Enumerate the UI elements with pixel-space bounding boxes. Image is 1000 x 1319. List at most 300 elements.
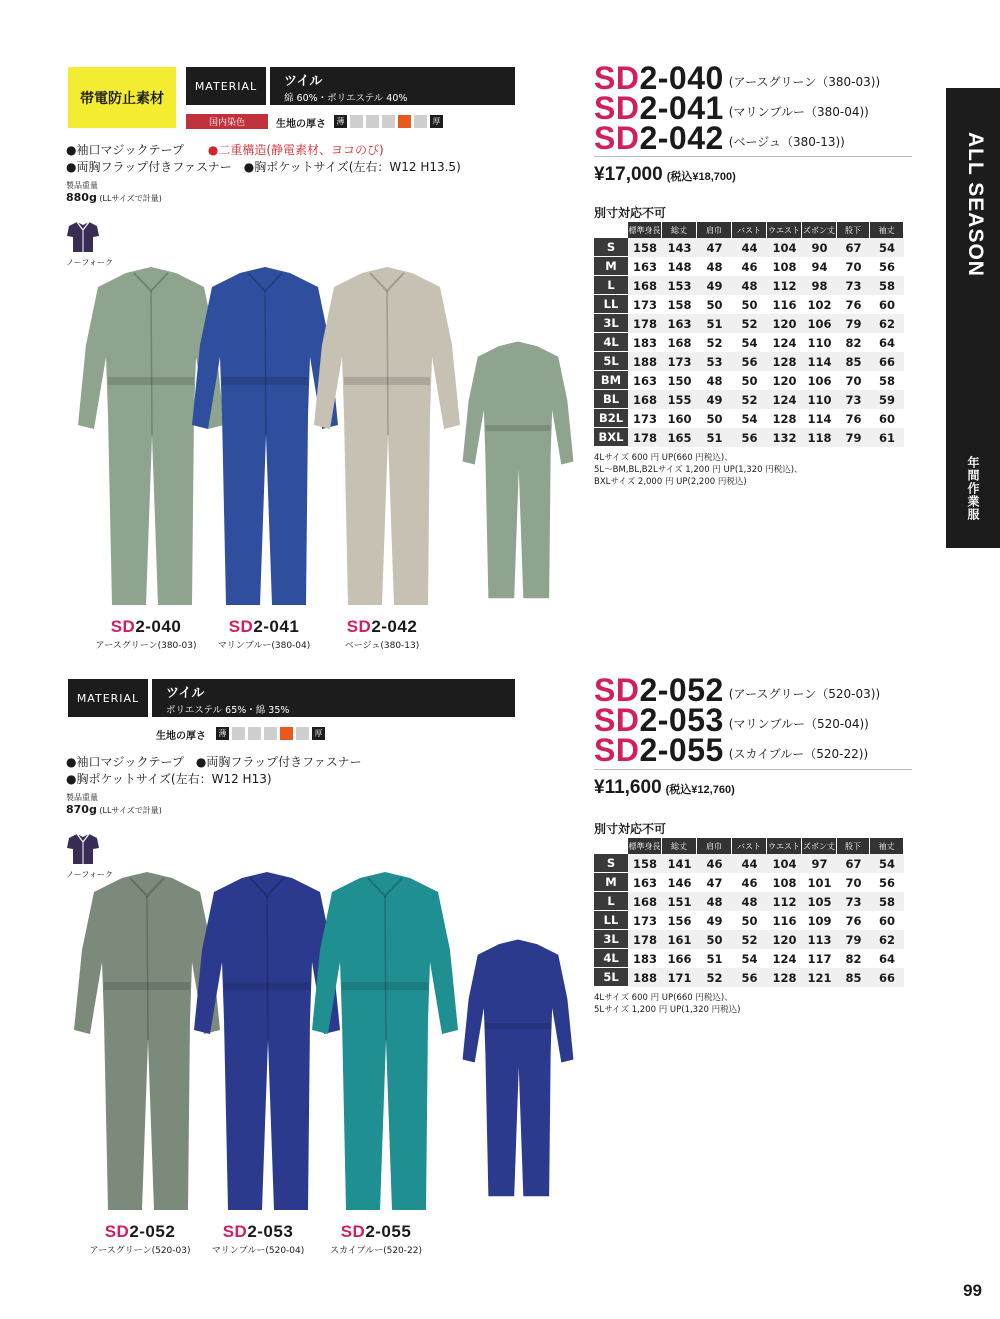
page-number: 99 [963, 1281, 982, 1300]
product-prefix: SD [594, 672, 640, 708]
size-cell: 5L [594, 352, 628, 371]
table-header: 総丈 [662, 838, 697, 854]
table-cell: 106 [807, 373, 832, 388]
size-cell: L [594, 892, 628, 911]
table-row [594, 911, 904, 930]
table-cell: 48 [697, 892, 732, 911]
surcharge-note: 5L～BM,BL,B2Lサイズ 1,200 円 UP(1,320 円税込)、 [594, 465, 803, 475]
table-cell: 98 [802, 276, 837, 295]
table-header: バスト [732, 222, 767, 238]
table-cell: 114 [802, 352, 837, 371]
product-number: 2-040 [639, 60, 724, 96]
table-cell: 163 [632, 875, 657, 890]
table-cell: 106 [802, 314, 837, 333]
divider [594, 156, 912, 157]
table-row [594, 873, 904, 892]
table-cell: 178 [628, 428, 662, 447]
table-row [594, 968, 904, 987]
size-cell: BL [594, 390, 628, 409]
table-cell: 54 [741, 335, 758, 350]
table-cell: 188 [628, 352, 662, 371]
table-cell: 48 [732, 892, 767, 911]
table-cell: 60 [878, 913, 895, 928]
table-cell: 97 [802, 854, 837, 873]
table-cell: 56 [878, 875, 895, 890]
table-cell: 70 [845, 259, 862, 274]
table-cell: 114 [807, 411, 832, 426]
size-surcharge-notes [594, 452, 803, 488]
product-weight [66, 180, 162, 205]
table-cell: 79 [837, 428, 870, 447]
table-cell: 50 [741, 373, 758, 388]
table-cell: 173 [632, 297, 657, 312]
table-row [594, 892, 904, 911]
model-label [86, 617, 206, 651]
table-cell: 46 [741, 875, 758, 890]
size-cell: BM [594, 371, 628, 390]
model-number: 2-052 [129, 1222, 176, 1241]
table-cell: 70 [845, 373, 862, 388]
model-prefix: SD [104, 1222, 130, 1241]
table-cell: 51 [697, 314, 732, 333]
feature-list [66, 754, 362, 788]
thickness-segment [382, 115, 395, 128]
table-cell: 82 [845, 335, 862, 350]
model-number: 2-055 [365, 1222, 412, 1241]
model-color: アースグリーン(380-03) [95, 641, 197, 651]
table-cell: 143 [662, 238, 697, 257]
table-cell: 48 [706, 259, 723, 274]
table-cell: 124 [767, 390, 802, 409]
material-composition: ポリエステル 65%・綿 35% [166, 705, 290, 716]
size-table [594, 838, 904, 987]
product-number: 2-053 [639, 702, 724, 738]
model-color: マリンブルー(520-04) [211, 1246, 305, 1256]
feature-item: ●胸ポケットサイズ(左右：W12 H13) [66, 772, 272, 786]
table-cell: 54 [870, 854, 904, 873]
product-number: 2-041 [639, 90, 724, 126]
table-cell: 58 [878, 373, 895, 388]
weight-label: 製品重量 [66, 793, 98, 802]
price [594, 164, 736, 186]
table-cell: 46 [741, 259, 758, 274]
thickness-segment [366, 115, 379, 128]
table-cell: 183 [632, 951, 657, 966]
feature-item: ●袖口マジックテープ [66, 143, 184, 157]
table-cell: 58 [870, 276, 904, 295]
table-cell: 51 [706, 951, 723, 966]
table-cell: 168 [628, 892, 662, 911]
table-cell: 79 [837, 314, 870, 333]
table-header: 股下 [837, 838, 870, 854]
table-cell: 168 [667, 335, 692, 350]
coverall-back-figure [458, 938, 578, 1200]
table-cell: 158 [667, 297, 692, 312]
table-cell: 61 [870, 428, 904, 447]
size-cell: BXL [594, 428, 628, 447]
product-weight [66, 792, 162, 817]
table-cell: 66 [870, 968, 904, 987]
table-header: 肩巾 [697, 222, 732, 238]
table-cell: 54 [741, 951, 758, 966]
material-name: ツイル [284, 74, 323, 89]
table-cell: 166 [667, 951, 692, 966]
table-cell: 124 [772, 335, 797, 350]
price-value: ¥17,000 [594, 164, 663, 185]
material-info [270, 67, 515, 105]
table-cell: 116 [772, 297, 797, 312]
table-cell: 104 [767, 854, 802, 873]
table-cell: 67 [837, 854, 870, 873]
product-prefix: SD [594, 732, 640, 768]
table-cell: 102 [807, 297, 832, 312]
table-cell: 128 [767, 352, 802, 371]
model-prefix: SD [110, 617, 136, 636]
product-code-line [594, 120, 845, 156]
table-cell: 160 [667, 411, 692, 426]
table-cell: 73 [837, 892, 870, 911]
table-cell: 49 [706, 913, 723, 928]
table-cell: 56 [732, 428, 767, 447]
category-side-tab [946, 88, 1000, 548]
surcharge-note: 4Lサイズ 600 円 UP(660 円税込)、 [594, 453, 733, 463]
product-number: 2-042 [639, 120, 724, 156]
product-code-line [594, 60, 881, 96]
table-cell: 112 [767, 276, 802, 295]
category-label: 年間作業服 [966, 456, 980, 521]
product-prefix: SD [594, 60, 640, 96]
table-cell: 155 [662, 390, 697, 409]
weight-label: 製品重量 [66, 181, 98, 190]
model-color: マリンブルー(380-04) [217, 641, 311, 651]
table-cell: 153 [662, 276, 697, 295]
model-label [80, 1222, 200, 1256]
table-cell: 151 [662, 892, 697, 911]
table-cell: 105 [802, 892, 837, 911]
table-cell: 79 [837, 930, 870, 949]
table-row [594, 409, 904, 428]
coverall-figure-sky-blue [310, 870, 460, 1215]
price-tax: (税込¥18,700) [666, 171, 736, 183]
table-cell: 82 [845, 951, 862, 966]
model-label [316, 1222, 436, 1256]
size-cell: 3L [594, 930, 628, 949]
table-cell: 110 [802, 390, 837, 409]
table-cell: 110 [807, 335, 832, 350]
table-cell: 112 [767, 892, 802, 911]
table-cell: 146 [667, 875, 692, 890]
weight-note: (LLサイズで計量) [99, 806, 162, 815]
thickness-segment [232, 727, 245, 740]
thickness-label: 生地の厚さ [156, 731, 206, 742]
table-cell: 165 [662, 428, 697, 447]
table-cell: 62 [870, 930, 904, 949]
model-color: アースグリーン(520-03) [89, 1246, 191, 1256]
table-cell: 52 [697, 968, 732, 987]
model-prefix: SD [340, 1222, 366, 1241]
thickness-segment [296, 727, 309, 740]
size-cell: B2L [594, 409, 628, 428]
model-prefix: SD [346, 617, 372, 636]
feature-item: ●胸ポケットサイズ(左右：W12 H13.5) [243, 160, 461, 174]
table-cell: 158 [628, 238, 662, 257]
table-cell: 50 [741, 913, 758, 928]
model-label [198, 1222, 318, 1256]
model-label [322, 617, 442, 651]
table-cell: 76 [845, 297, 862, 312]
table-cell: 156 [667, 913, 692, 928]
feature-item: ●二重構造(静電素材、ヨコのび) [207, 143, 384, 157]
thickness-segment [248, 727, 261, 740]
table-cell: 51 [697, 428, 732, 447]
size-cell: S [594, 238, 628, 257]
table-cell: 52 [732, 390, 767, 409]
thickness-segment [414, 115, 427, 128]
material-label: MATERIAL [186, 67, 268, 105]
product-number: 2-052 [639, 672, 724, 708]
table-cell: 178 [628, 314, 662, 333]
table-cell: 178 [628, 930, 662, 949]
material-info [152, 679, 515, 717]
coverall-back-figure [458, 340, 578, 602]
model-number: 2-042 [371, 617, 418, 636]
product-color-note: (マリンブルー（520-04)) [728, 717, 869, 731]
product-code-line [594, 672, 881, 708]
table-cell: 49 [697, 390, 732, 409]
product-prefix: SD [594, 702, 640, 738]
table-cell: 56 [878, 259, 895, 274]
table-cell: 171 [662, 968, 697, 987]
model-prefix: SD [228, 617, 254, 636]
table-cell: 48 [732, 276, 767, 295]
table-cell: 48 [706, 373, 723, 388]
feature-item: ●袖口マジックテープ ●両胸フラップ付きファスナー [66, 755, 362, 769]
table-row [594, 428, 904, 447]
table-cell: 173 [662, 352, 697, 371]
table-cell: 64 [878, 951, 895, 966]
table-row [594, 371, 904, 390]
size-cell: L [594, 276, 628, 295]
thickness-segment [350, 115, 363, 128]
size-cell: M [594, 873, 628, 892]
table-cell: 70 [845, 875, 862, 890]
size-surcharge-notes [594, 992, 740, 1016]
antistatic-badge: 帯電防止素材 [68, 67, 176, 128]
model-color: ベージュ(380-13) [344, 641, 420, 651]
model-number: 2-053 [247, 1222, 294, 1241]
table-cell: 183 [632, 335, 657, 350]
table-cell: 73 [837, 390, 870, 409]
table-cell: 76 [845, 913, 862, 928]
table-cell: 108 [772, 259, 797, 274]
table-cell: 47 [706, 875, 723, 890]
size-note-title: 別寸対応不可 [594, 822, 667, 836]
table-cell: 116 [772, 913, 797, 928]
table-cell: 76 [845, 411, 862, 426]
price-value: ¥11,600 [594, 777, 662, 798]
surcharge-note: BXLサイズ 2,000 円 UP(2,200 円税込) [594, 477, 747, 487]
table-cell: 163 [632, 373, 657, 388]
table-cell: 49 [697, 276, 732, 295]
product-prefix: SD [594, 90, 640, 126]
table-row [594, 930, 904, 949]
material-label: MATERIAL [68, 679, 150, 717]
table-cell: 66 [870, 352, 904, 371]
table-cell: 158 [628, 854, 662, 873]
divider [594, 769, 912, 770]
table-cell: 50 [706, 411, 723, 426]
model-number: 2-040 [135, 617, 182, 636]
size-table [594, 222, 904, 447]
table-cell: 168 [628, 276, 662, 295]
size-cell: 4L [594, 949, 628, 968]
table-cell: 67 [837, 238, 870, 257]
product-color-note: (ベージュ（380-13)) [728, 135, 845, 149]
table-cell: 128 [767, 968, 802, 987]
table-cell: 60 [878, 411, 895, 426]
table-header: 標準身長 [628, 838, 662, 854]
table-cell: 148 [667, 259, 692, 274]
table-header: バスト [732, 838, 767, 854]
coverall-figure-beige [312, 265, 462, 610]
thin-marker: 薄 [334, 115, 347, 128]
table-corner [594, 222, 628, 238]
table-cell: 85 [837, 352, 870, 371]
table-cell: 188 [628, 968, 662, 987]
thickness-segment [280, 727, 293, 740]
table-cell: 50 [697, 930, 732, 949]
table-cell: 54 [870, 238, 904, 257]
table-header: 袖丈 [870, 222, 904, 238]
table-cell: 53 [697, 352, 732, 371]
price-tax: (税込¥12,760) [665, 784, 735, 796]
product-color-note: (マリンブルー（380-04)) [728, 105, 869, 119]
table-cell: 54 [741, 411, 758, 426]
thick-marker: 厚 [430, 115, 443, 128]
table-header: ズボン丈 [802, 222, 837, 238]
table-cell: 120 [767, 930, 802, 949]
price [594, 777, 735, 799]
table-cell: 59 [870, 390, 904, 409]
table-header: 股下 [837, 222, 870, 238]
feature-item: ●両胸フラップ付きファスナー [66, 160, 232, 174]
table-row [594, 854, 904, 873]
table-row [594, 352, 904, 371]
table-cell: 56 [732, 352, 767, 371]
thin-marker: 薄 [216, 727, 229, 740]
table-cell: 101 [807, 875, 832, 890]
table-row [594, 949, 904, 968]
table-cell: 62 [870, 314, 904, 333]
size-cell: LL [594, 295, 628, 314]
table-cell: 52 [732, 930, 767, 949]
size-cell: 5L [594, 968, 628, 987]
table-row [594, 238, 904, 257]
table-cell: 120 [767, 314, 802, 333]
size-cell: 3L [594, 314, 628, 333]
table-cell: 132 [767, 428, 802, 447]
thickness-segment [398, 115, 411, 128]
table-cell: 113 [802, 930, 837, 949]
table-cell: 118 [802, 428, 837, 447]
table-cell: 120 [772, 373, 797, 388]
product-color-note: (スカイブルー（520-22)) [728, 747, 869, 761]
surcharge-note: 4Lサイズ 600 円 UP(660 円税込)、 [594, 993, 733, 1003]
model-label [204, 617, 324, 651]
table-cell: 161 [662, 930, 697, 949]
table-header: 袖丈 [870, 838, 904, 854]
thickness-segment [264, 727, 277, 740]
product-code-line [594, 702, 869, 738]
table-cell: 173 [632, 913, 657, 928]
table-cell: 108 [772, 875, 797, 890]
table-cell: 141 [662, 854, 697, 873]
table-cell: 117 [807, 951, 832, 966]
table-cell: 124 [772, 951, 797, 966]
table-row [594, 276, 904, 295]
weight-value: 880g [66, 191, 97, 204]
model-color: スカイブルー(520-22) [329, 1246, 422, 1256]
thickness-label: 生地の厚さ [276, 119, 326, 130]
season-label: ALL SEASON [964, 132, 987, 277]
product-color-note: (アースグリーン（380-03)) [728, 75, 881, 89]
table-cell: 168 [628, 390, 662, 409]
table-cell: 85 [837, 968, 870, 987]
model-prefix: SD [222, 1222, 248, 1241]
table-row [594, 333, 904, 352]
table-cell: 94 [811, 259, 828, 274]
product-color-note: (アースグリーン（520-03)) [728, 687, 881, 701]
table-header: 肩巾 [697, 838, 732, 854]
table-cell: 50 [741, 297, 758, 312]
table-header: ズボン丈 [802, 838, 837, 854]
table-cell: 56 [732, 968, 767, 987]
norfolk-pictogram-icon [66, 832, 100, 866]
pictogram-caption: ノーフォーク [66, 870, 113, 879]
product-code-line [594, 732, 869, 768]
table-header: 総丈 [662, 222, 697, 238]
weight-note: (LLサイズで計量) [99, 194, 162, 203]
table-cell: 60 [878, 297, 895, 312]
table-cell: 109 [807, 913, 832, 928]
table-cell: 150 [667, 373, 692, 388]
product-prefix: SD [594, 120, 640, 156]
product-number: 2-055 [639, 732, 724, 768]
table-cell: 173 [632, 411, 657, 426]
table-row [594, 390, 904, 409]
table-cell: 50 [706, 297, 723, 312]
table-cell: 121 [802, 968, 837, 987]
material-composition: 綿 60%・ポリエステル 40% [284, 93, 408, 104]
table-cell: 46 [697, 854, 732, 873]
size-cell: S [594, 854, 628, 873]
table-cell: 90 [802, 238, 837, 257]
surcharge-note: 5Lサイズ 1,200 円 UP(1,320 円税込) [594, 1005, 741, 1015]
table-cell: 44 [732, 854, 767, 873]
table-cell: 44 [732, 238, 767, 257]
table-cell: 163 [632, 259, 657, 274]
table-cell: 104 [767, 238, 802, 257]
table-cell: 52 [706, 335, 723, 350]
size-note-title: 別寸対応不可 [594, 206, 667, 220]
model-number: 2-041 [253, 617, 300, 636]
product-code-line [594, 90, 869, 126]
material-name: ツイル [166, 686, 205, 701]
table-corner [594, 838, 628, 854]
thickness-scale [216, 727, 325, 740]
table-cell: 73 [837, 276, 870, 295]
size-cell: 4L [594, 333, 628, 352]
